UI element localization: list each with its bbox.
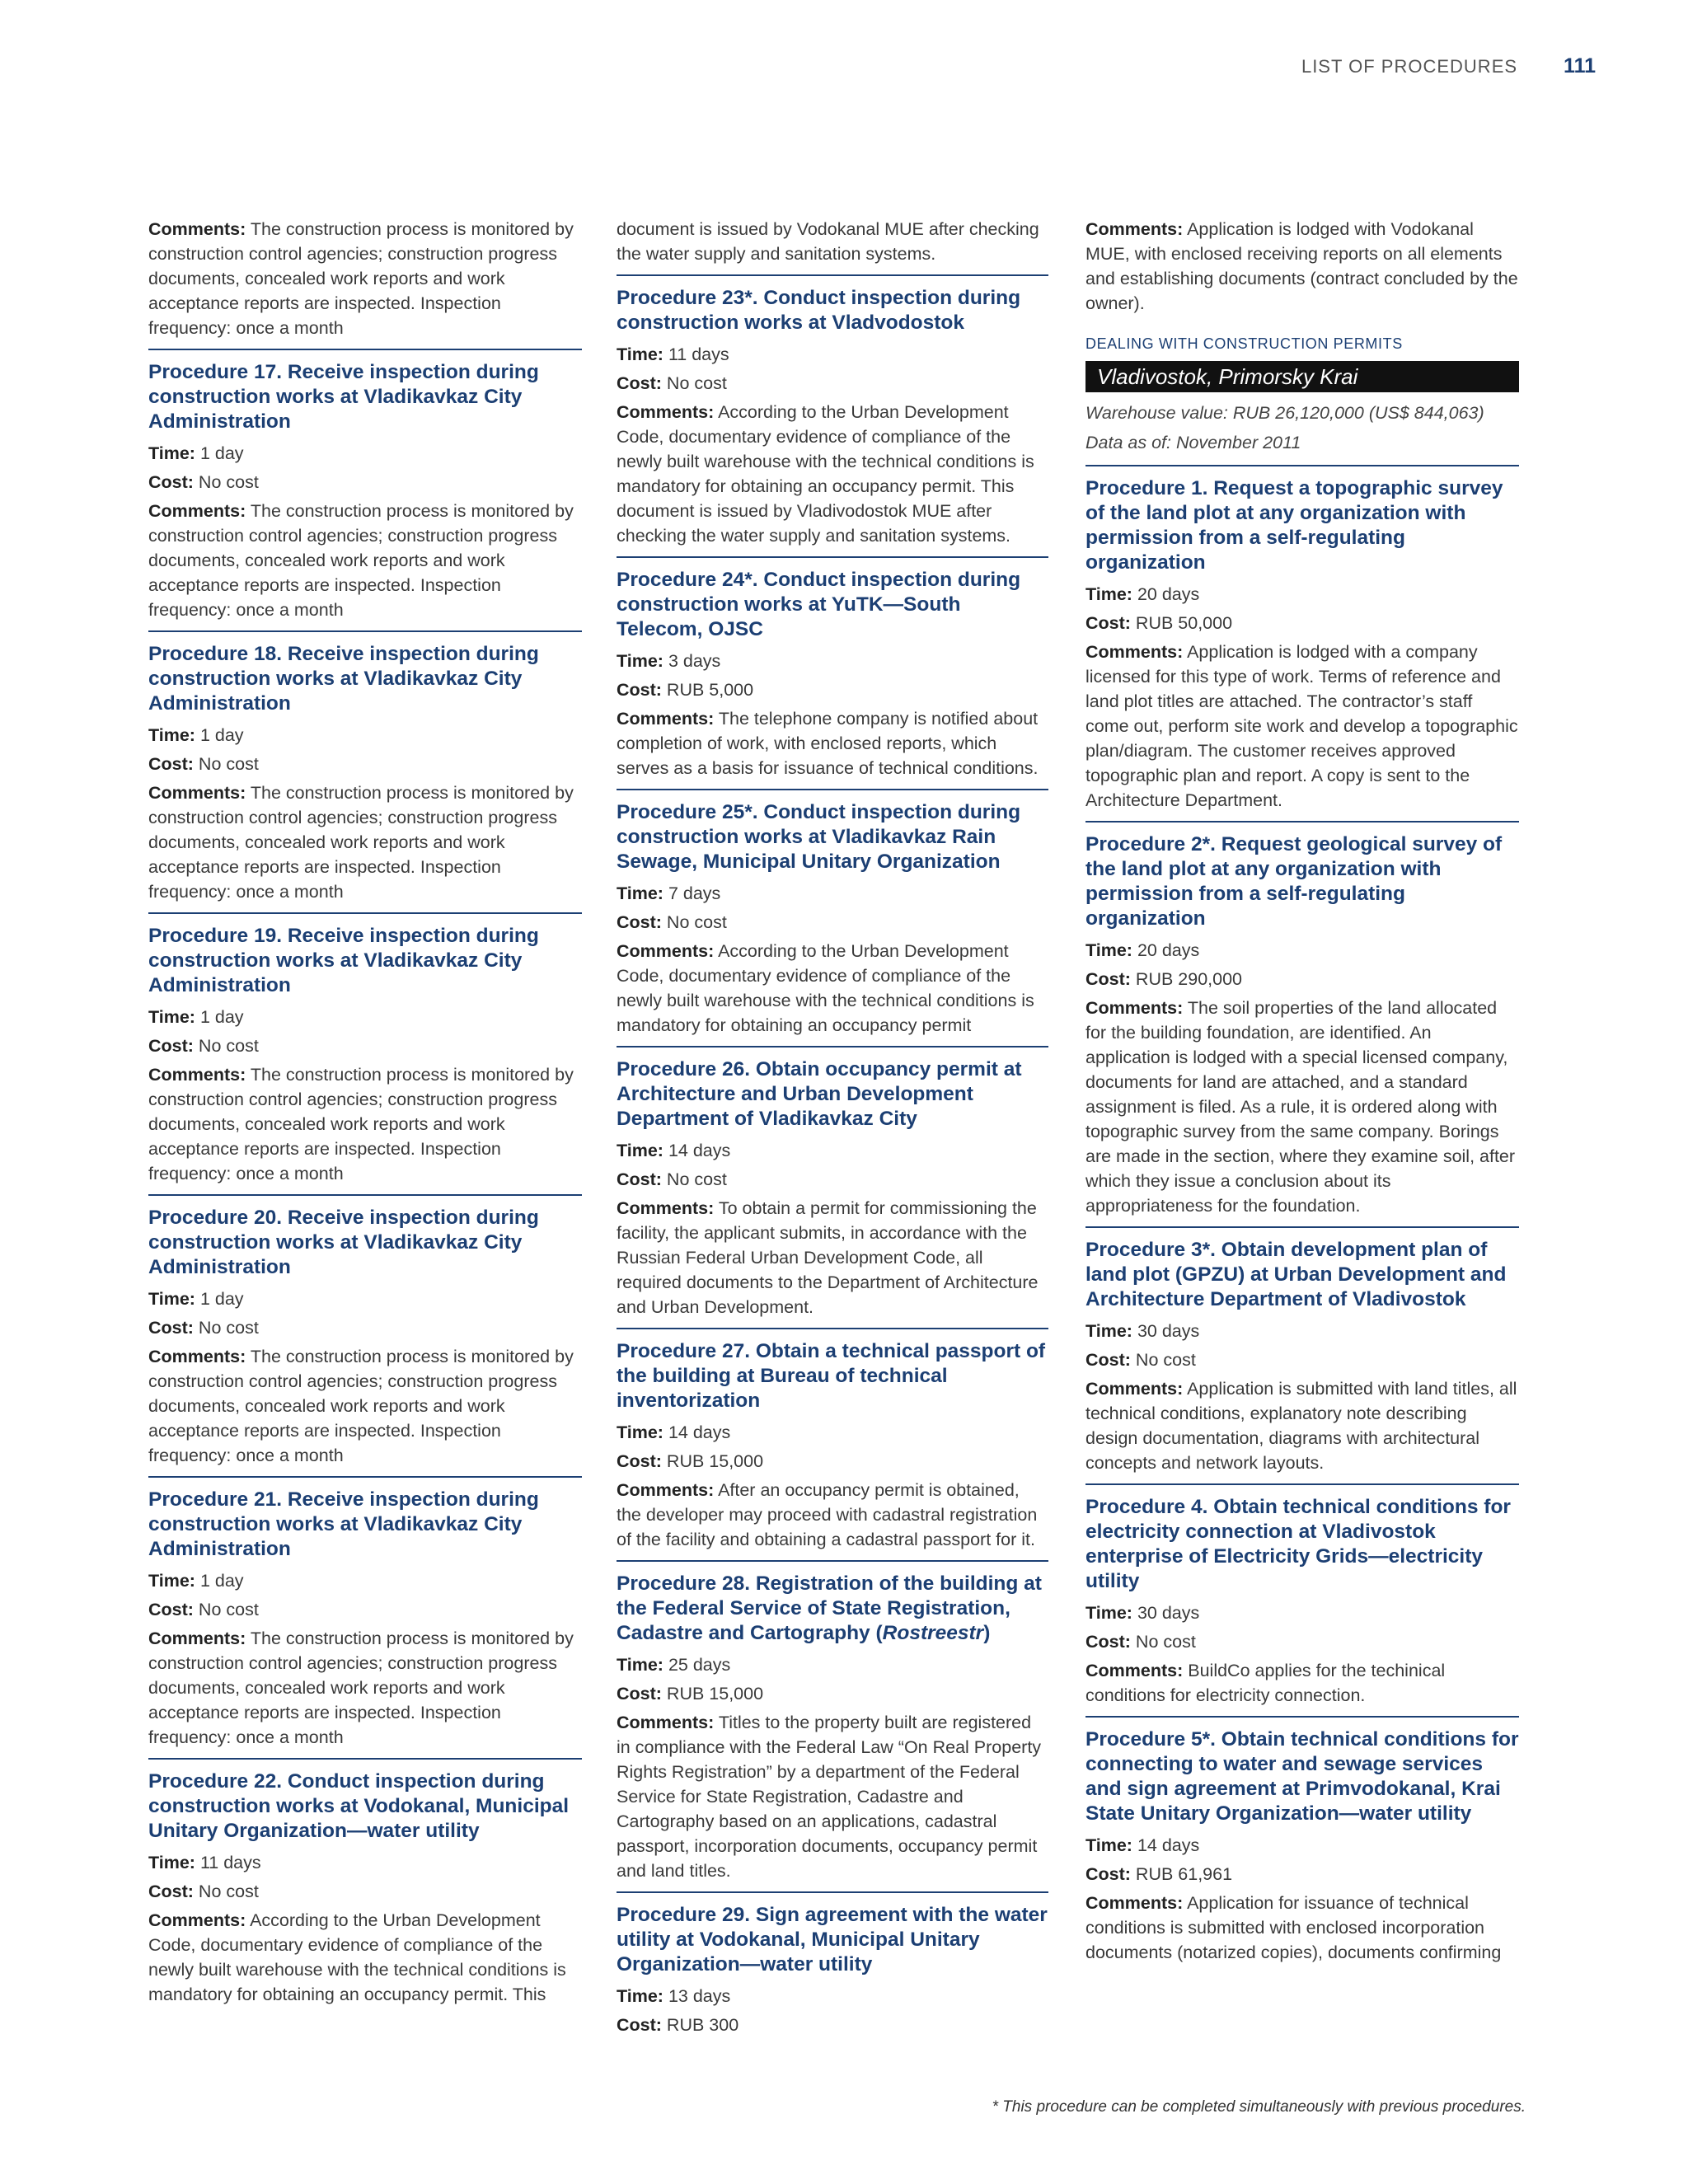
procedure-time: Time: 14 days [617, 1141, 731, 1160]
procedure-time: Time: 30 days [1085, 1603, 1200, 1623]
continued-comment-block: Comments: Application is lodged with Vodokanal MUE, with enclosed receiving reports on all elements and establishing documents (contract concluded by the owner). [1085, 219, 1518, 313]
procedure-comments: Comments: After an occupancy permit is obtained, the developer may proceed with cadastral registration of the facility and obtaining a cadastral passport for it. [617, 1480, 1038, 1549]
procedure-time: Time: 25 days [617, 1655, 731, 1675]
procedure-title: Procedure 17. Receive inspection during construction works at Vladikavkaz City Administration [148, 361, 539, 433]
procedure-title: Procedure 22. Conduct inspection during construction works at Vodokanal, Municipal Unitary Organization—water utility [148, 1770, 570, 1842]
procedure-title: Procedure 29. Sign agreement with the water utility at Vodokanal, Municipal Unitary Organization—water utility [617, 1904, 1048, 1975]
procedure-time: Time: 30 days [1085, 1321, 1200, 1341]
procedure-comments: Comments: The construction process is monitored by construction control agencies; construction progress documents, concealed work reports and work acceptance reports are inspected. Inspection frequency: once a month [148, 783, 574, 902]
procedure-title: Procedure 4. Obtain technical conditions for electricity connection at Vladivostok enterprise of Electricity Grids—electricity utility [1085, 1496, 1511, 1592]
location-meta [1085, 401, 1519, 466]
column-3 [1085, 217, 1519, 1983]
procedure-comments: Comments: The construction process is monitored by construction control agencies; construction progress documents, concealed work reports and work acceptance reports are inspected. Inspection frequency: once a month [148, 1065, 574, 1183]
procedure-time: Time: 1 day [148, 1571, 244, 1591]
procedure-comments: Comments: The construction process is monitored by construction control agencies; construction progress documents, concealed work reports and work acceptance reports are inspected. Inspection frequency: once a month [148, 1347, 574, 1465]
procedure-comments: Comments: Application for issuance of technical conditions is submitted with enclosed incorporation documents (notarized copies), documents confirming [1085, 1893, 1502, 1962]
procedure-comments: Comments: To obtain a permit for commissioning the facility, the applicant submits, in accordance with the Russian Federal Urban Development Code, all required documents to the Department of Architecture and Urban Development. [617, 1198, 1039, 1317]
data-as-of: Data as of: November 2011 [1085, 433, 1301, 452]
procedure-time: Time: 1 day [148, 725, 244, 745]
procedure-cost: Cost: RUB 290,000 [1085, 969, 1243, 989]
procedure-time: Time: 1 day [148, 1007, 244, 1027]
procedure-comments: Comments: Titles to the property built are registered in compliance with the Federal Law “On Real Property Rights Registration” by a department of the Federal Service for State Registration, Cadastre and Cartography based on an applications, cadastral passport, incorporation documents, occupancy permit and land titles. [617, 1713, 1042, 1881]
procedure-comments: Comments: The telephone company is notified about completion of work, with enclosed reports, which serves as a basis for issuance of technical conditions. [617, 709, 1039, 778]
procedure-comments: Comments: According to the Urban Development Code, documentary evidence of compliance of the newly built warehouse with the technical conditions is mandatory for obtaining an occupancy permit [617, 941, 1034, 1035]
procedure-26 [617, 1057, 1048, 1329]
procedure-title: Procedure 23*. Conduct inspection during construction works at Vladvodostok [617, 287, 1021, 334]
procedure-cost: Cost: RUB 15,000 [617, 1684, 764, 1704]
procedure-time: Time: 13 days [617, 1986, 731, 2006]
procedure-comments: Comments: According to the Urban Development Code, documentary evidence of compliance of the newly built warehouse with the technical conditions is mandatory for obtaining an occupancy permit. This document is issued by Vladivodostok MUE after checking the water supply and sanitation systems. [617, 402, 1034, 546]
continued-text-block: document is issued by Vodokanal MUE after checking the water supply and sanitation systems. [617, 217, 1048, 276]
procedure-title: Procedure 3*. Obtain development plan of land plot (GPZU) at Urban Development and Architecture Department of Vladivostok [1085, 1239, 1507, 1310]
procedure-time: Time: 7 days [617, 883, 721, 903]
procedure-4 [1085, 1495, 1519, 1718]
procedure-cost: Cost: RUB 300 [617, 2015, 739, 2035]
procedure-title: Procedure 24*. Conduct inspection during construction works at YuTK—South Telecom, OJSC [617, 569, 1021, 640]
procedure-time: Time: 14 days [617, 1422, 731, 1442]
continued-comment-block: Comments: The construction process is monitored by construction control agencies; construction progress documents, concealed work reports and work acceptance reports are inspected. Inspection frequency: once a month [148, 217, 582, 350]
procedure-18 [148, 642, 582, 914]
procedure-24 [617, 568, 1048, 790]
procedure-comments: Comments: The construction process is monitored by construction control agencies; construction progress documents, concealed work reports and work acceptance reports are inspected. Inspection frequency: once a month [148, 501, 574, 620]
procedure-title: Procedure 26. Obtain occupancy permit at Architecture and Urban Development Department of Vladikavkaz City [617, 1058, 1022, 1130]
procedure-cost: Cost: No cost [148, 754, 259, 774]
procedure-comments: Comments: Application is lodged with a company licensed for this type of work. Terms of reference and land plot titles are attached. The contractor’s staff come out, perform site work and develop a topographic plan/diagram. The customer receives approved topographic plan and report. A copy is sent to the Architecture Department. [1085, 642, 1518, 810]
procedure-time: Time: 11 days [617, 344, 729, 364]
procedure-time: Time: 20 days [1085, 584, 1200, 604]
procedure-cost: Cost: No cost [617, 912, 727, 932]
procedure-17 [148, 360, 582, 632]
procedure-time: Time: 1 day [148, 1289, 244, 1309]
procedure-5 [1085, 1727, 1519, 1973]
procedure-22 [148, 1769, 582, 2015]
procedure-comments: Comments: The construction process is monitored by construction control agencies; construction progress documents, concealed work reports and work acceptance reports are inspected. Inspection frequency: once a month [148, 1629, 574, 1747]
procedure-cost: Cost: RUB 50,000 [1085, 613, 1233, 633]
procedure-cost: Cost: RUB 5,000 [617, 680, 754, 700]
procedure-title: Procedure 20. Receive inspection during construction works at Vladikavkaz City Administration [148, 1207, 539, 1278]
procedure-cost: Cost: No cost [1085, 1632, 1196, 1652]
procedure-time: Time: 11 days [148, 1853, 261, 1872]
procedure-3 [1085, 1238, 1519, 1485]
footnote: * This procedure can be completed simultaneously with previous procedures. [992, 2098, 1526, 2116]
procedure-title: Procedure 1. Request a topographic survey of the land plot at any organization with permission from a self-regulating organization [1085, 477, 1503, 574]
procedure-title: Procedure 5*. Obtain technical conditions for connecting to water and sewage services and sign agreement at Primvodokanal, Krai State Unitary Organization—water utility [1085, 1728, 1519, 1825]
running-head-section: LIST OF PROCEDURES [1301, 56, 1518, 77]
procedure-cost: Cost: No cost [148, 1318, 259, 1338]
procedure-comments: Comments: According to the Urban Development Code, documentary evidence of compliance of the newly built warehouse with the technical conditions is mandatory for obtaining an occupancy permit. This [148, 1910, 566, 2004]
running-head [1301, 54, 1596, 78]
procedure-cost: Cost: RUB 61,961 [1085, 1864, 1233, 1884]
procedure-time: Time: 20 days [1085, 940, 1200, 960]
column-1 [148, 217, 582, 2025]
procedure-cost: Cost: No cost [1085, 1350, 1196, 1370]
procedure-title: Procedure 21. Receive inspection during construction works at Vladikavkaz City Administration [148, 1488, 539, 1560]
procedure-19 [148, 924, 582, 1196]
procedure-cost: Cost: RUB 15,000 [617, 1451, 764, 1471]
procedure-23 [617, 286, 1048, 558]
procedure-cost: Cost: No cost [617, 373, 727, 393]
procedure-20 [148, 1206, 582, 1478]
procedure-cost: Cost: No cost [148, 1600, 259, 1619]
procedure-29 [617, 1903, 1048, 2050]
procedure-comments: Comments: BuildCo applies for the techinical conditions for electricity connection. [1085, 1661, 1446, 1705]
procedure-1 [1085, 476, 1519, 823]
procedure-21 [148, 1488, 582, 1760]
procedure-cost: Cost: No cost [617, 1169, 727, 1189]
procedure-title: Procedure 25*. Conduct inspection during construction works at Vladikavkaz Rain Sewage, Municipal Unitary Organization [617, 801, 1021, 873]
procedure-comments: Comments: The soil properties of the land allocated for the building foundation, are identified. An application is lodged with a special licensed company, documents for land are attached, and a standard assignment is filed. As a rule, it is ordered along with topographic survey from the same company. Borings are made in the section, where they examine soil, after which they issue a conclusion about its appropriateness for the foundation. [1085, 998, 1516, 1216]
procedure-28 [617, 1572, 1048, 1893]
procedure-time: Time: 3 days [617, 651, 721, 671]
section-label: DEALING WITH CONSTRUCTION PERMITS [1085, 335, 1403, 352]
procedure-comments: Comments: Application is submitted with land titles, all technical conditions, explanatory note describing design documentation, diagrams with architectural concepts and network layouts. [1085, 1379, 1517, 1473]
column-2 [617, 217, 1048, 2060]
procedure-time: Time: 1 day [148, 443, 244, 463]
procedure-time: Time: 14 days [1085, 1835, 1200, 1855]
procedure-2 [1085, 832, 1519, 1228]
procedure-cost: Cost: No cost [148, 472, 259, 492]
city-heading: Vladivostok, Primorsky Krai [1085, 361, 1519, 392]
procedure-25 [617, 800, 1048, 1047]
procedure-27 [617, 1339, 1048, 1562]
page-number: 111 [1564, 54, 1596, 77]
procedure-title: Procedure 18. Receive inspection during construction works at Vladikavkaz City Administration [148, 643, 539, 715]
procedure-cost: Cost: No cost [148, 1036, 259, 1056]
procedure-title: Procedure 27. Obtain a technical passport of the building at Bureau of technical inventorization [617, 1340, 1046, 1412]
procedure-title: Procedure 19. Receive inspection during construction works at Vladikavkaz City Administration [148, 925, 539, 996]
procedure-title: Procedure 28. Registration of the building at the Federal Service of State Registration, Cadastre and Cartography (Rostreestr) [617, 1572, 1042, 1644]
procedure-title: Procedure 2*. Request geological survey of the land plot at any organization with permission from a self-regulating organization [1085, 833, 1503, 930]
procedure-cost: Cost: No cost [148, 1882, 259, 1901]
warehouse-value: Warehouse value: RUB 26,120,000 (US$ 844,063) [1085, 403, 1484, 423]
